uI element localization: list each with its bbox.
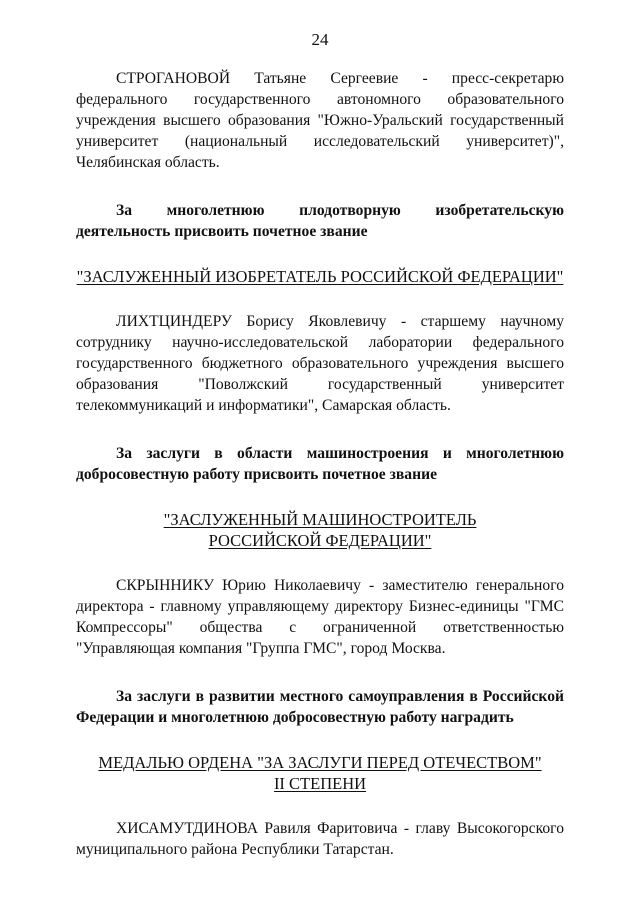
award-preamble: За заслуги в области машиностроения и многолетнюю добросовестную работу присвоить почетное звание: [76, 445, 564, 483]
recipient-paragraph: СТРОГАНОВОЙ Татьяне Сергеевие - пресс-секретарю федерального государственного автономного образовательного учреждения высшего образования "Южно-Уральский государственный университет (национальный исследовательский университет)", Челябинская область.: [76, 70, 564, 171]
award-preamble: За заслуги в развитии местного самоуправления в Российской Федерации и многолетнюю добросовестную работу наградить: [76, 688, 564, 726]
recipient-paragraph: ЛИХТЦИНДЕРУ Борису Яковлевичу - старшему научному сотруднику научно-исследовательской лаборатории федерального государственного бюджетного образовательного учреждения высшего образования "Поволжский государственный университет телекоммуникаций и информатики", Самарская область.: [76, 313, 564, 414]
award-title: [76, 752, 564, 794]
award-preamble: За многолетнюю плодотворную изобретательскую деятельность присвоить почетное звание: [76, 202, 564, 240]
award-title: [76, 509, 564, 551]
award-title-line: II СТЕПЕНИ: [273, 774, 367, 793]
award-title-line: РОССИЙСКОЙ ФЕДЕРАЦИИ": [208, 531, 432, 550]
page-number: 24: [311, 30, 329, 49]
award-title-line: "ЗАСЛУЖЕННЫЙ ИЗОБРЕТАТЕЛЬ РОССИЙСКОЙ ФЕДЕРАЦИИ": [76, 267, 564, 286]
recipient-paragraph: СКРЫННИКУ Юрию Николаевичу - заместителю генерального директора - главному управляющему директору Бизнес-единицы "ГМС Компрессоры" общества с ограниченной ответственностью "Управляющая компания "Группа ГМС", город Москва.: [76, 577, 564, 657]
award-title: [76, 266, 564, 287]
award-title-line: МЕДАЛЬЮ ОРДЕНА "ЗА ЗАСЛУГИ ПЕРЕД ОТЕЧЕСТВОМ": [98, 753, 542, 772]
document-body: [76, 68, 564, 860]
recipient-paragraph: ХИСАМУТДИНОВА Равиля Фаритовича - главу Высокогорского муниципального района Республики Татарстан.: [76, 820, 564, 858]
award-title-line: "ЗАСЛУЖЕННЫЙ МАШИНОСТРОИТЕЛЬ: [163, 510, 477, 529]
